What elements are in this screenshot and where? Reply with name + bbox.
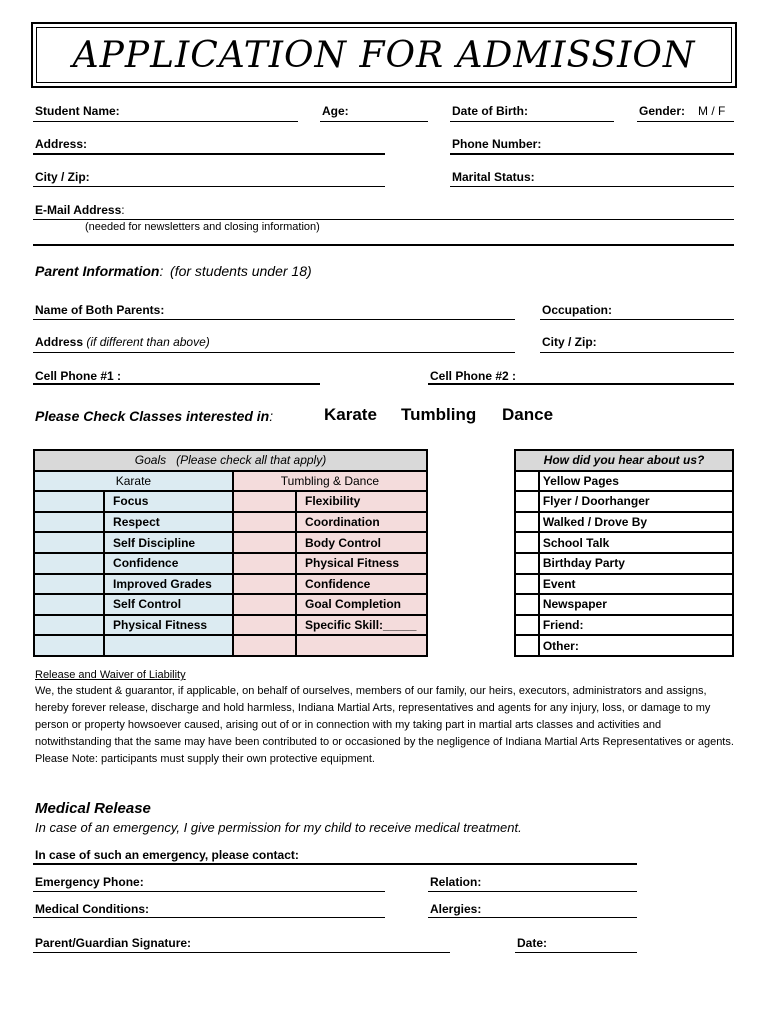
karate-goal-label: Self Discipline [104, 532, 233, 553]
hear-checkbox[interactable] [515, 574, 539, 595]
classes-heading [35, 408, 273, 424]
karate-checkbox[interactable] [34, 553, 104, 574]
hear-checkbox[interactable] [515, 594, 539, 615]
hear-checkbox[interactable] [515, 471, 539, 492]
signature-label: Parent/Guardian Signature: [35, 936, 192, 950]
cell-phone-2-label: Cell Phone #2 : [430, 369, 517, 383]
goals-header-note: (Please check all that apply) [176, 453, 327, 468]
hear-option-label: Event [539, 574, 733, 595]
goals-table [33, 449, 428, 657]
parent-address-note: (if different than above) [86, 335, 210, 349]
parent-city-zip-label: City / Zip: [542, 335, 597, 349]
karate-checkbox[interactable] [34, 594, 104, 615]
tumbling-checkbox[interactable] [233, 615, 296, 636]
medical-heading: Medical Release [35, 800, 151, 817]
parent-names-field[interactable] [33, 319, 515, 320]
dob-field[interactable] [450, 121, 614, 122]
medical-permission: In case of an emergency, I give permission for my child to receive medical treatment. [35, 820, 522, 835]
karate-goal-label: Focus [104, 491, 233, 512]
date-field[interactable] [515, 952, 637, 953]
signature-field[interactable] [33, 952, 450, 953]
parent-heading-colon: : [159, 263, 164, 279]
hear-row [515, 615, 733, 636]
hear-checkbox[interactable] [515, 532, 539, 553]
email-label [35, 203, 125, 217]
goals-row [34, 553, 427, 574]
relation-label: Relation: [430, 875, 482, 889]
emergency-phone-label: Emergency Phone: [35, 875, 144, 889]
marital-status-label: Marital Status: [452, 170, 535, 184]
parent-names-label: Name of Both Parents: [35, 303, 165, 317]
class-option-karate[interactable]: Karate [324, 405, 377, 424]
hear-option-label: Birthday Party [539, 553, 733, 574]
goals-col-tumbling: Tumbling & Dance [233, 471, 427, 492]
classes-heading-colon: : [269, 408, 274, 424]
phone-label: Phone Number: [452, 137, 542, 151]
goals-row [34, 491, 427, 512]
hear-row [515, 471, 733, 492]
parent-info-heading [35, 263, 312, 279]
tumbling-goal-label: Coordination [296, 512, 427, 533]
email-label-text: E-Mail Address [35, 203, 122, 217]
tumbling-goal-label: Body Control [296, 532, 427, 553]
waiver-heading: Release and Waiver of Liability [35, 669, 186, 681]
goals-row [34, 512, 427, 533]
age-field[interactable] [320, 121, 428, 122]
section-divider [33, 244, 734, 246]
emergency-contact-field[interactable] [33, 863, 637, 865]
hear-row [515, 553, 733, 574]
parent-address-field[interactable] [33, 352, 515, 353]
karate-goal-label: Confidence [104, 553, 233, 574]
student-name-field[interactable] [33, 121, 298, 122]
date-label: Date: [517, 936, 548, 950]
page-title: APPLICATION FOR ADMISSION [72, 34, 696, 76]
medical-conditions-field[interactable] [33, 917, 385, 918]
title-inner-frame [36, 27, 732, 83]
karate-goal-label: Self Control [104, 594, 233, 615]
goals-header [34, 450, 427, 471]
emergency-phone-field[interactable] [33, 891, 385, 892]
cell-phone-2-field[interactable] [428, 383, 734, 385]
tumbling-checkbox[interactable] [233, 635, 296, 656]
hear-row [515, 594, 733, 615]
karate-checkbox[interactable] [34, 574, 104, 595]
marital-status-field[interactable] [450, 186, 734, 187]
hear-row [515, 491, 733, 512]
relation-field[interactable] [428, 891, 637, 892]
goals-row [34, 594, 427, 615]
tumbling-goal-label: Physical Fitness [296, 553, 427, 574]
karate-goal-label: Improved Grades [104, 574, 233, 595]
allergies-field[interactable] [428, 917, 637, 918]
hear-checkbox[interactable] [515, 553, 539, 574]
gender-field[interactable] [637, 121, 734, 122]
email-label-colon: : [121, 203, 125, 217]
parent-address-label [35, 335, 210, 349]
address-label: Address: [35, 137, 88, 151]
tumbling-goal-label: Specific Skill:_____ [296, 615, 427, 636]
waiver-section [35, 668, 735, 768]
karate-checkbox[interactable] [34, 491, 104, 512]
tumbling-checkbox[interactable] [233, 594, 296, 615]
goals-header-title: Goals [134, 453, 167, 468]
hear-checkbox[interactable] [515, 512, 539, 533]
hear-option-label: Flyer / Doorhanger [539, 491, 733, 512]
hear-option-label: Newspaper [539, 594, 733, 615]
hear-option-label: Walked / Drove By [539, 512, 733, 533]
hear-row [515, 532, 733, 553]
goals-row [34, 532, 427, 553]
goals-row [34, 574, 427, 595]
hear-checkbox[interactable] [515, 615, 539, 636]
waiver-note: Please Note: participants must supply their own protective equipment. [35, 753, 375, 765]
parent-address-text: Address [35, 335, 84, 349]
gender-options[interactable]: M / F [698, 104, 726, 118]
karate-goal-label [104, 635, 233, 656]
goals-row [34, 635, 427, 656]
tumbling-goal-label: Flexibility [296, 491, 427, 512]
dob-label: Date of Birth: [452, 104, 528, 118]
waiver-body: We, the student & guarantor, if applicable, on behalf of ourselves, members of our family, our heirs, executors, administrators and assigns, hereby forever release, discharge and hold harmless, Indiana Martial Arts, representatives and agents for any injury, loss, or damage to my person or property howsoever caused, arising out of or in connection with my taking part in martial arts classes and activities and notwithstanding that the same may have been contributed to or occasioned by the negligence of Indiana Martial Arts Representatives or agents. [35, 685, 734, 748]
allergies-label: Alergies: [430, 902, 482, 916]
karate-checkbox[interactable] [34, 532, 104, 553]
hear-option-label: Friend: [539, 615, 733, 636]
goals-row [34, 615, 427, 636]
tumbling-checkbox[interactable] [233, 574, 296, 595]
parent-city-zip-field[interactable] [540, 352, 734, 353]
city-zip-field[interactable] [33, 186, 385, 187]
hear-row [515, 574, 733, 595]
hear-row [515, 635, 733, 656]
hear-header: How did you hear about us? [515, 450, 733, 471]
email-field[interactable] [33, 219, 734, 220]
tumbling-checkbox[interactable] [233, 553, 296, 574]
goals-col-karate: Karate [34, 471, 233, 492]
medical-conditions-label: Medical Conditions: [35, 902, 149, 916]
tumbling-checkbox[interactable] [233, 512, 296, 533]
gender-label: Gender: [639, 104, 686, 118]
tumbling-goal-label: Confidence [296, 574, 427, 595]
hear-option-label: School Talk [539, 532, 733, 553]
address-field[interactable] [33, 153, 385, 155]
student-name-label: Student Name: [35, 104, 120, 118]
karate-goal-label: Physical Fitness [104, 615, 233, 636]
parent-heading-note: (for students under 18) [170, 263, 312, 279]
occupation-label: Occupation: [542, 303, 613, 317]
class-option-tumbling[interactable]: Tumbling [401, 405, 477, 424]
phone-field[interactable] [450, 153, 734, 155]
parent-heading-text: Parent Information [35, 263, 160, 279]
title-frame [31, 22, 737, 88]
hear-option-label: Yellow Pages [539, 471, 733, 492]
tumbling-goal-label [296, 635, 427, 656]
hear-checkbox[interactable] [515, 491, 539, 512]
hear-row [515, 512, 733, 533]
city-zip-label: City / Zip: [35, 170, 90, 184]
class-option-dance[interactable]: Dance [502, 405, 554, 424]
age-label: Age: [322, 104, 349, 118]
hear-table [514, 449, 734, 657]
tumbling-goal-label: Goal Completion [296, 594, 427, 615]
karate-goal-label: Respect [104, 512, 233, 533]
cell-phone-1-field[interactable] [33, 383, 320, 385]
cell-phone-1-label: Cell Phone #1 : [35, 369, 122, 383]
tumbling-checkbox[interactable] [233, 491, 296, 512]
emergency-contact-label: In case of such an emergency, please contact: [35, 848, 299, 862]
hear-checkbox[interactable] [515, 635, 539, 656]
karate-checkbox[interactable] [34, 512, 104, 533]
karate-checkbox[interactable] [34, 635, 104, 656]
hear-option-label: Other: [539, 635, 733, 656]
classes-heading-text: Please Check Classes interested in [35, 408, 270, 424]
occupation-field[interactable] [540, 319, 734, 320]
karate-checkbox[interactable] [34, 615, 104, 636]
tumbling-checkbox[interactable] [233, 532, 296, 553]
email-note: (needed for newsletters and closing information) [85, 221, 320, 233]
